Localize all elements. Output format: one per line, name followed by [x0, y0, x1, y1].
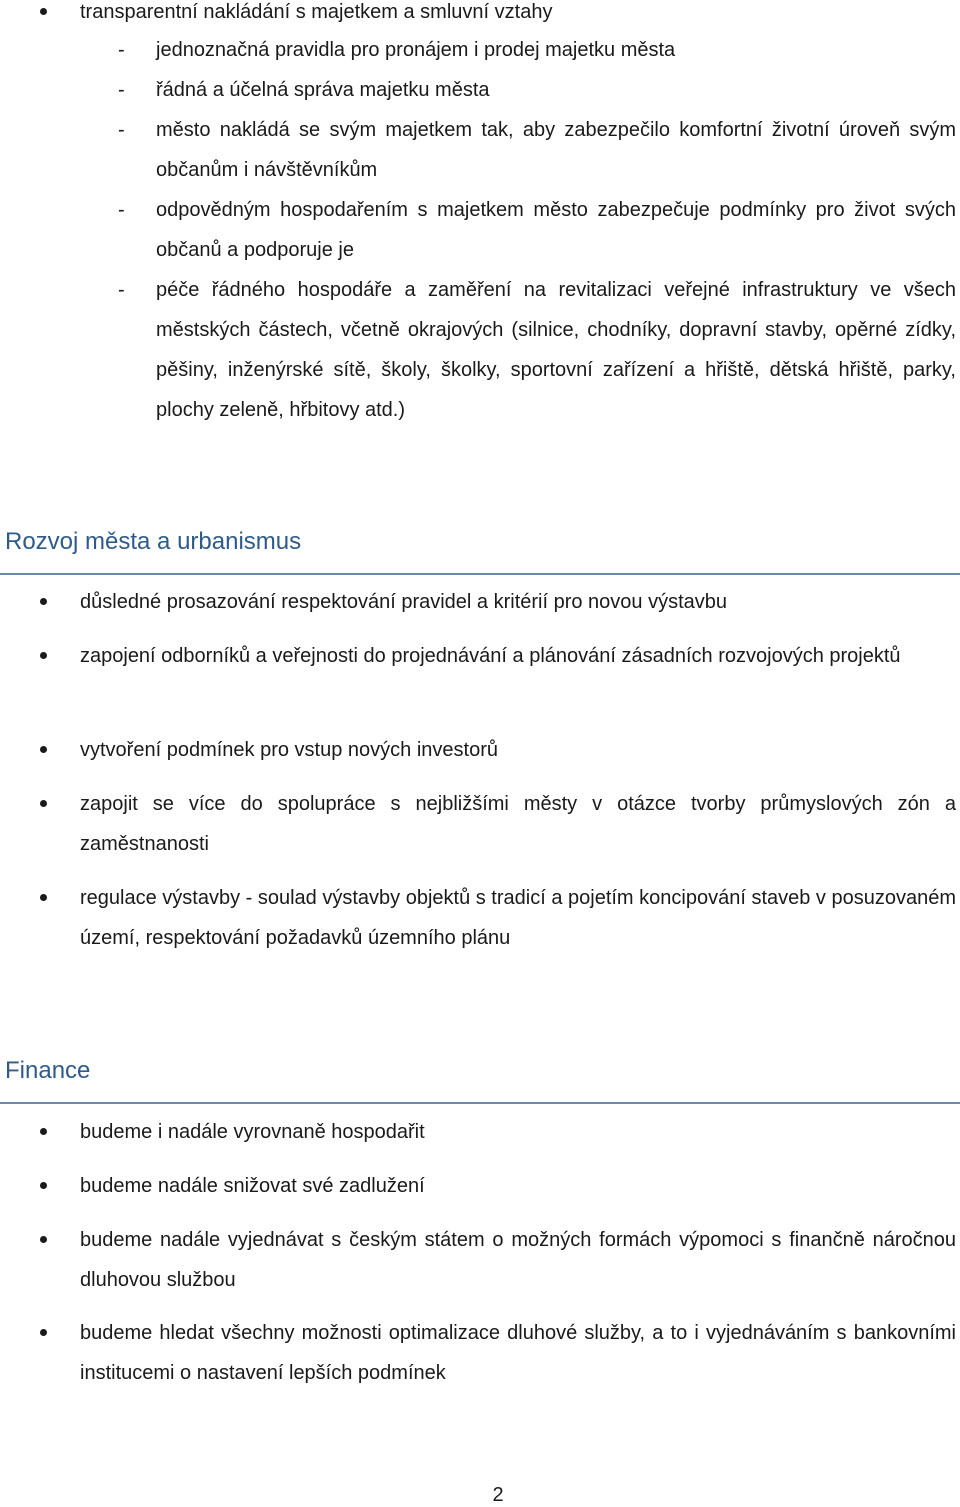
- list-item: [80, 0, 956, 32]
- list-item-text: důsledné prosazování respektování pravidel a kritérií pro novou výstavbu: [80, 591, 728, 613]
- list-item: [80, 1166, 956, 1206]
- list-item: [80, 1112, 956, 1152]
- list-item-text: zapojit se více do spolupráce s nejbližšími městy v otázce tvorby průmyslových zón a zaměstnanosti: [80, 793, 956, 855]
- list-item-text: zapojení odborníků a veřejnosti do projednávání a plánování zásadních rozvojových projektů: [80, 645, 901, 667]
- list-item: [80, 784, 956, 864]
- sub-list-item-text: péče řádného hospodáře a zaměření na revitalizaci veřejné infrastruktury ve všech městských částech, včetně okrajových (silnice, chodníky, dopravní stavby, opěrné zídky, pěšiny, inženýrské sítě, školy, školky, sportovní zařízení a hřiště, dětská hřiště, parky, plochy zeleně, hřbitovy atd.): [156, 279, 956, 421]
- list-item: [80, 878, 956, 958]
- sub-list-item-text: jednoznačná pravidla pro pronájem i prodej majetku města: [156, 39, 676, 61]
- section-heading-urbanism: Rozvoj města a urbanismus: [5, 528, 302, 555]
- section-divider: [0, 1102, 960, 1104]
- section-divider: [0, 573, 960, 575]
- bullet-icon: [40, 746, 47, 753]
- bullet-icon: [40, 8, 47, 15]
- sub-list-item: [118, 270, 956, 430]
- sub-list-item: [118, 110, 956, 190]
- bullet-icon: [40, 800, 47, 807]
- list-item: [80, 1220, 956, 1300]
- dash-icon: -: [118, 79, 125, 101]
- page-number: 2: [492, 1484, 504, 1506]
- sub-list-item: [118, 70, 956, 110]
- sub-list-item: [118, 190, 956, 270]
- section-heading-finance: Finance: [5, 1057, 91, 1084]
- bullet-icon: [40, 1128, 47, 1135]
- sub-list-item-text: město nakládá se svým majetkem tak, aby zabezpečilo komfortní životní úroveň svým občanům i návštěvníkům: [156, 119, 956, 181]
- list-item: [80, 730, 956, 770]
- bullet-icon: [40, 1182, 47, 1189]
- dash-icon: -: [118, 39, 125, 61]
- dash-icon: -: [118, 279, 125, 301]
- bullet-icon: [40, 1236, 47, 1243]
- list-item: [80, 1313, 956, 1393]
- list-item-text: budeme i nadále vyrovnaně hospodařit: [80, 1121, 425, 1143]
- sub-list-item: [118, 30, 956, 70]
- dash-icon: -: [118, 199, 125, 221]
- sub-list-item-text: odpovědným hospodařením s majetkem město zabezpečuje podmínky pro život svých občanů a podporuje je: [156, 199, 956, 261]
- sub-list-item-text: řádná a účelná správa majetku města: [156, 79, 490, 101]
- bullet-icon: [40, 1329, 47, 1336]
- list-item: [80, 582, 956, 622]
- bullet-icon: [40, 652, 47, 659]
- list-item-text: transparentní nakládání s majetkem a smluvní vztahy: [80, 1, 553, 23]
- bullet-icon: [40, 894, 47, 901]
- list-item-text: budeme nadále snižovat své zadlužení: [80, 1175, 425, 1197]
- dash-icon: -: [118, 119, 125, 141]
- bullet-icon: [40, 598, 47, 605]
- list-item: [80, 636, 956, 676]
- list-item-text: vytvoření podmínek pro vstup nových investorů: [80, 739, 498, 761]
- list-item-text: regulace výstavby - soulad výstavby objektů s tradicí a pojetím koncipování staveb v posuzovaném území, respektování požadavků územního plánu: [80, 887, 957, 949]
- list-item-text: budeme nadále vyjednávat s českým státem o možných formách výpomoci s finančně náročnou dluhovou službou: [80, 1229, 956, 1291]
- list-item-text: budeme hledat všechny možnosti optimalizace dluhové služby, a to i vyjednáváním s bankovními institucemi o nastavení lepších podmínek: [80, 1322, 956, 1384]
